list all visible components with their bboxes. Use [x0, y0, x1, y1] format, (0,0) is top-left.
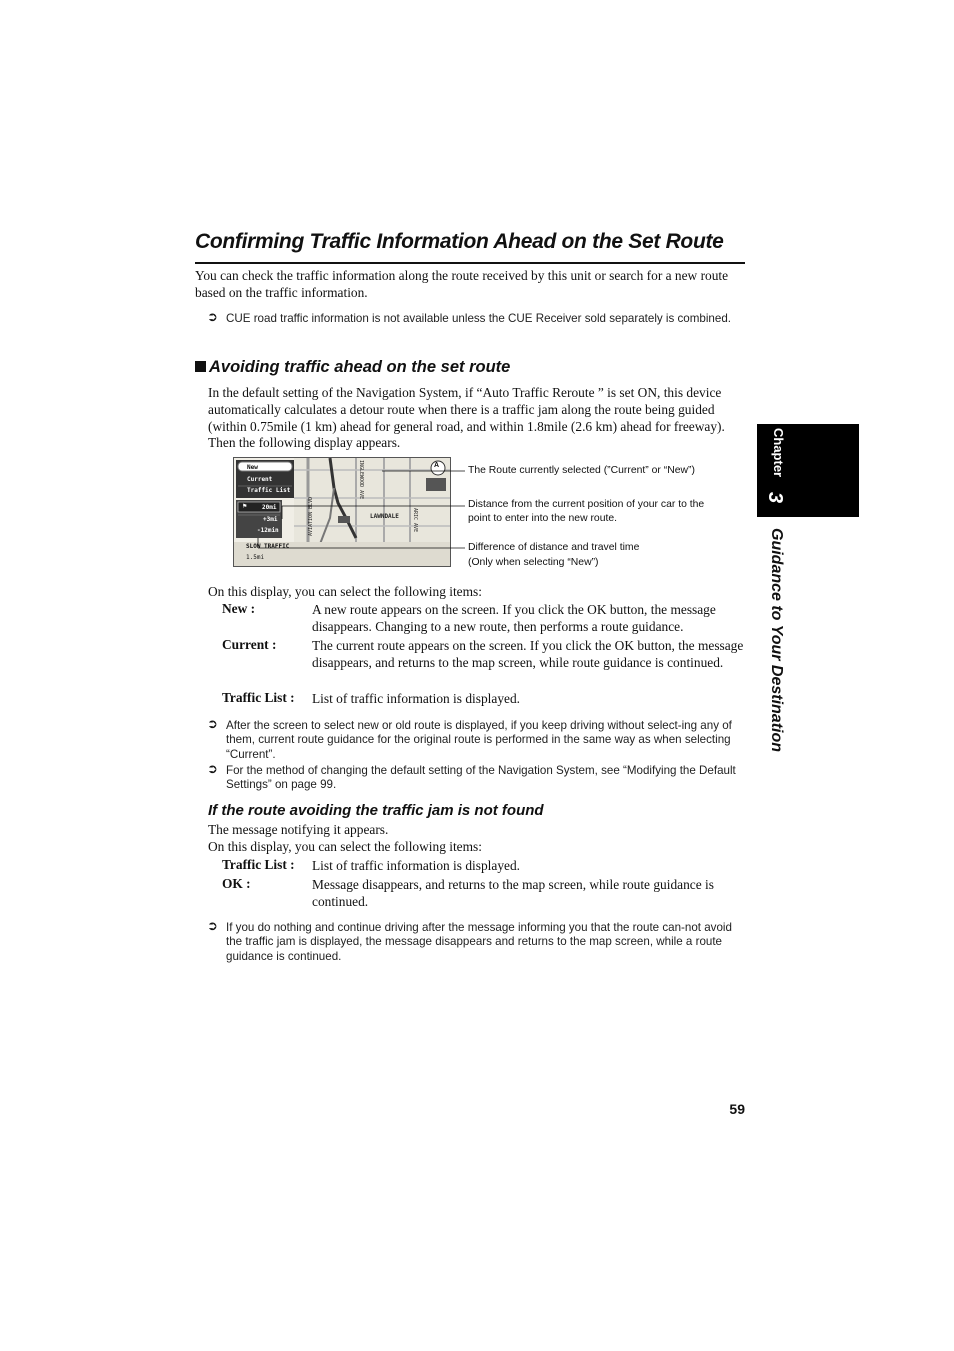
page-title: Confirming Traffic Information Ahead on the Set Route: [195, 230, 724, 253]
term-ok: OK :: [222, 876, 251, 891]
note-do-nothing: If you do nothing and continue driving after the message informing you that the route can-not avoid the traffic jam is displayed, the message disappears and returns to the map screen, while a route guidance is continued.: [226, 921, 732, 963]
callout-diff-line1: Difference of distance and travel time: [468, 542, 640, 553]
note-arrow-icon: ➲: [207, 717, 218, 732]
menu-item-traffic-list[interactable]: Traffic List: [247, 487, 291, 494]
term-current: Current :: [222, 637, 277, 652]
term-new: New :: [222, 601, 256, 616]
note-arrow-icon: ➲: [207, 762, 218, 777]
note-default-settings: For the method of changing the default setting of the Navigation System, see “Modifying the Default Settings” on page 99.: [226, 764, 736, 792]
page-number: 59: [729, 1101, 745, 1117]
section2-line2: On this display, you can select the following items:: [208, 839, 482, 854]
street-label-inglewood: INGLEWOOD AVE: [358, 460, 364, 500]
select-intro: On this display, you can select the following items:: [208, 584, 482, 599]
desc-new: A new route appears on the screen. If you click the OK button, the message disappears. Changing to a new route, then performs a route guidance.: [312, 602, 716, 634]
note-arrow-icon: ➲: [207, 310, 218, 325]
chapter-number: 3: [764, 492, 786, 504]
note-arrow-icon: ➲: [207, 919, 218, 934]
street-label-aric: ARIC AVE: [412, 508, 418, 533]
chapter-title: Guidance to Your Destination: [768, 528, 785, 753]
street-label-aviation: AVIATION BLVD: [308, 496, 314, 536]
subsection-heading-not-found: If the route avoiding the traffic jam is not found: [208, 802, 544, 819]
diff-distance-value: +3mi: [263, 516, 278, 523]
term-traffic-list-2: Traffic List :: [222, 857, 295, 872]
callout-distance-line1: Distance from the current position of your car to the: [468, 499, 705, 510]
distance-value: 20mi: [262, 504, 277, 511]
traffic-status-distance: 1.5mi: [246, 554, 265, 561]
menu-item-current[interactable]: Current: [247, 476, 273, 483]
section-heading-text: Avoiding traffic ahead on the set route: [209, 358, 511, 376]
desc-current: The current route appears on the screen. If you click the OK button, the message disappears, and returns to the map screen, while route guidance is continued.: [312, 638, 744, 670]
chapter-label-text: Chapter: [771, 428, 786, 478]
term-traffic-list: Traffic List :: [222, 690, 295, 705]
desc-traffic-list: List of traffic information is displayed.: [312, 691, 521, 706]
note-cue: CUE road traffic information is not available unless the CUE Receiver sold separately is combined.: [226, 312, 731, 325]
section2-line1: The message notifying it appears.: [208, 822, 389, 837]
compass-icon[interactable]: A: [434, 462, 440, 469]
desc-ok: Message disappears, and returns to the map screen, while route guidance is continued.: [312, 877, 714, 909]
diff-time-value: -12min: [257, 527, 279, 534]
section1-body: In the default setting of the Navigation System, if “Auto Traffic Reroute ” is set ON, this device automatically calculates a detour route when there is a traffic jam along the route being guided (within 0.75mile (1 km) ahead for general road, and within 1.8mile (2.6 km) ahead for freeway). Then the following display appears.: [208, 385, 725, 451]
callout-diff-line2: (Only when selecting “New”): [468, 557, 599, 568]
callout-distance-line2: point to enter into the new route.: [468, 513, 618, 524]
note-keep-driving: After the screen to select new or old route is displayed, if you keep driving without select-ing any of them, current route guidance for the original route is performed in the same way as when selecting “Current”.: [226, 719, 732, 761]
chapter-label: [764, 428, 788, 518]
flag-icon: ⚑: [242, 503, 248, 510]
traffic-status: SLOW TRAFFIC: [246, 543, 290, 550]
area-label: LAWNDALE: [370, 513, 399, 520]
desc-traffic-list-2: List of traffic information is displayed.: [312, 858, 521, 873]
menu-item-new[interactable]: New: [247, 464, 258, 471]
callout-route: The Route currently selected (”Current” or “New”): [468, 465, 695, 476]
intro-paragraph: You can check the traffic information along the route received by this unit or search for a new route based on the traffic information.: [195, 268, 729, 300]
